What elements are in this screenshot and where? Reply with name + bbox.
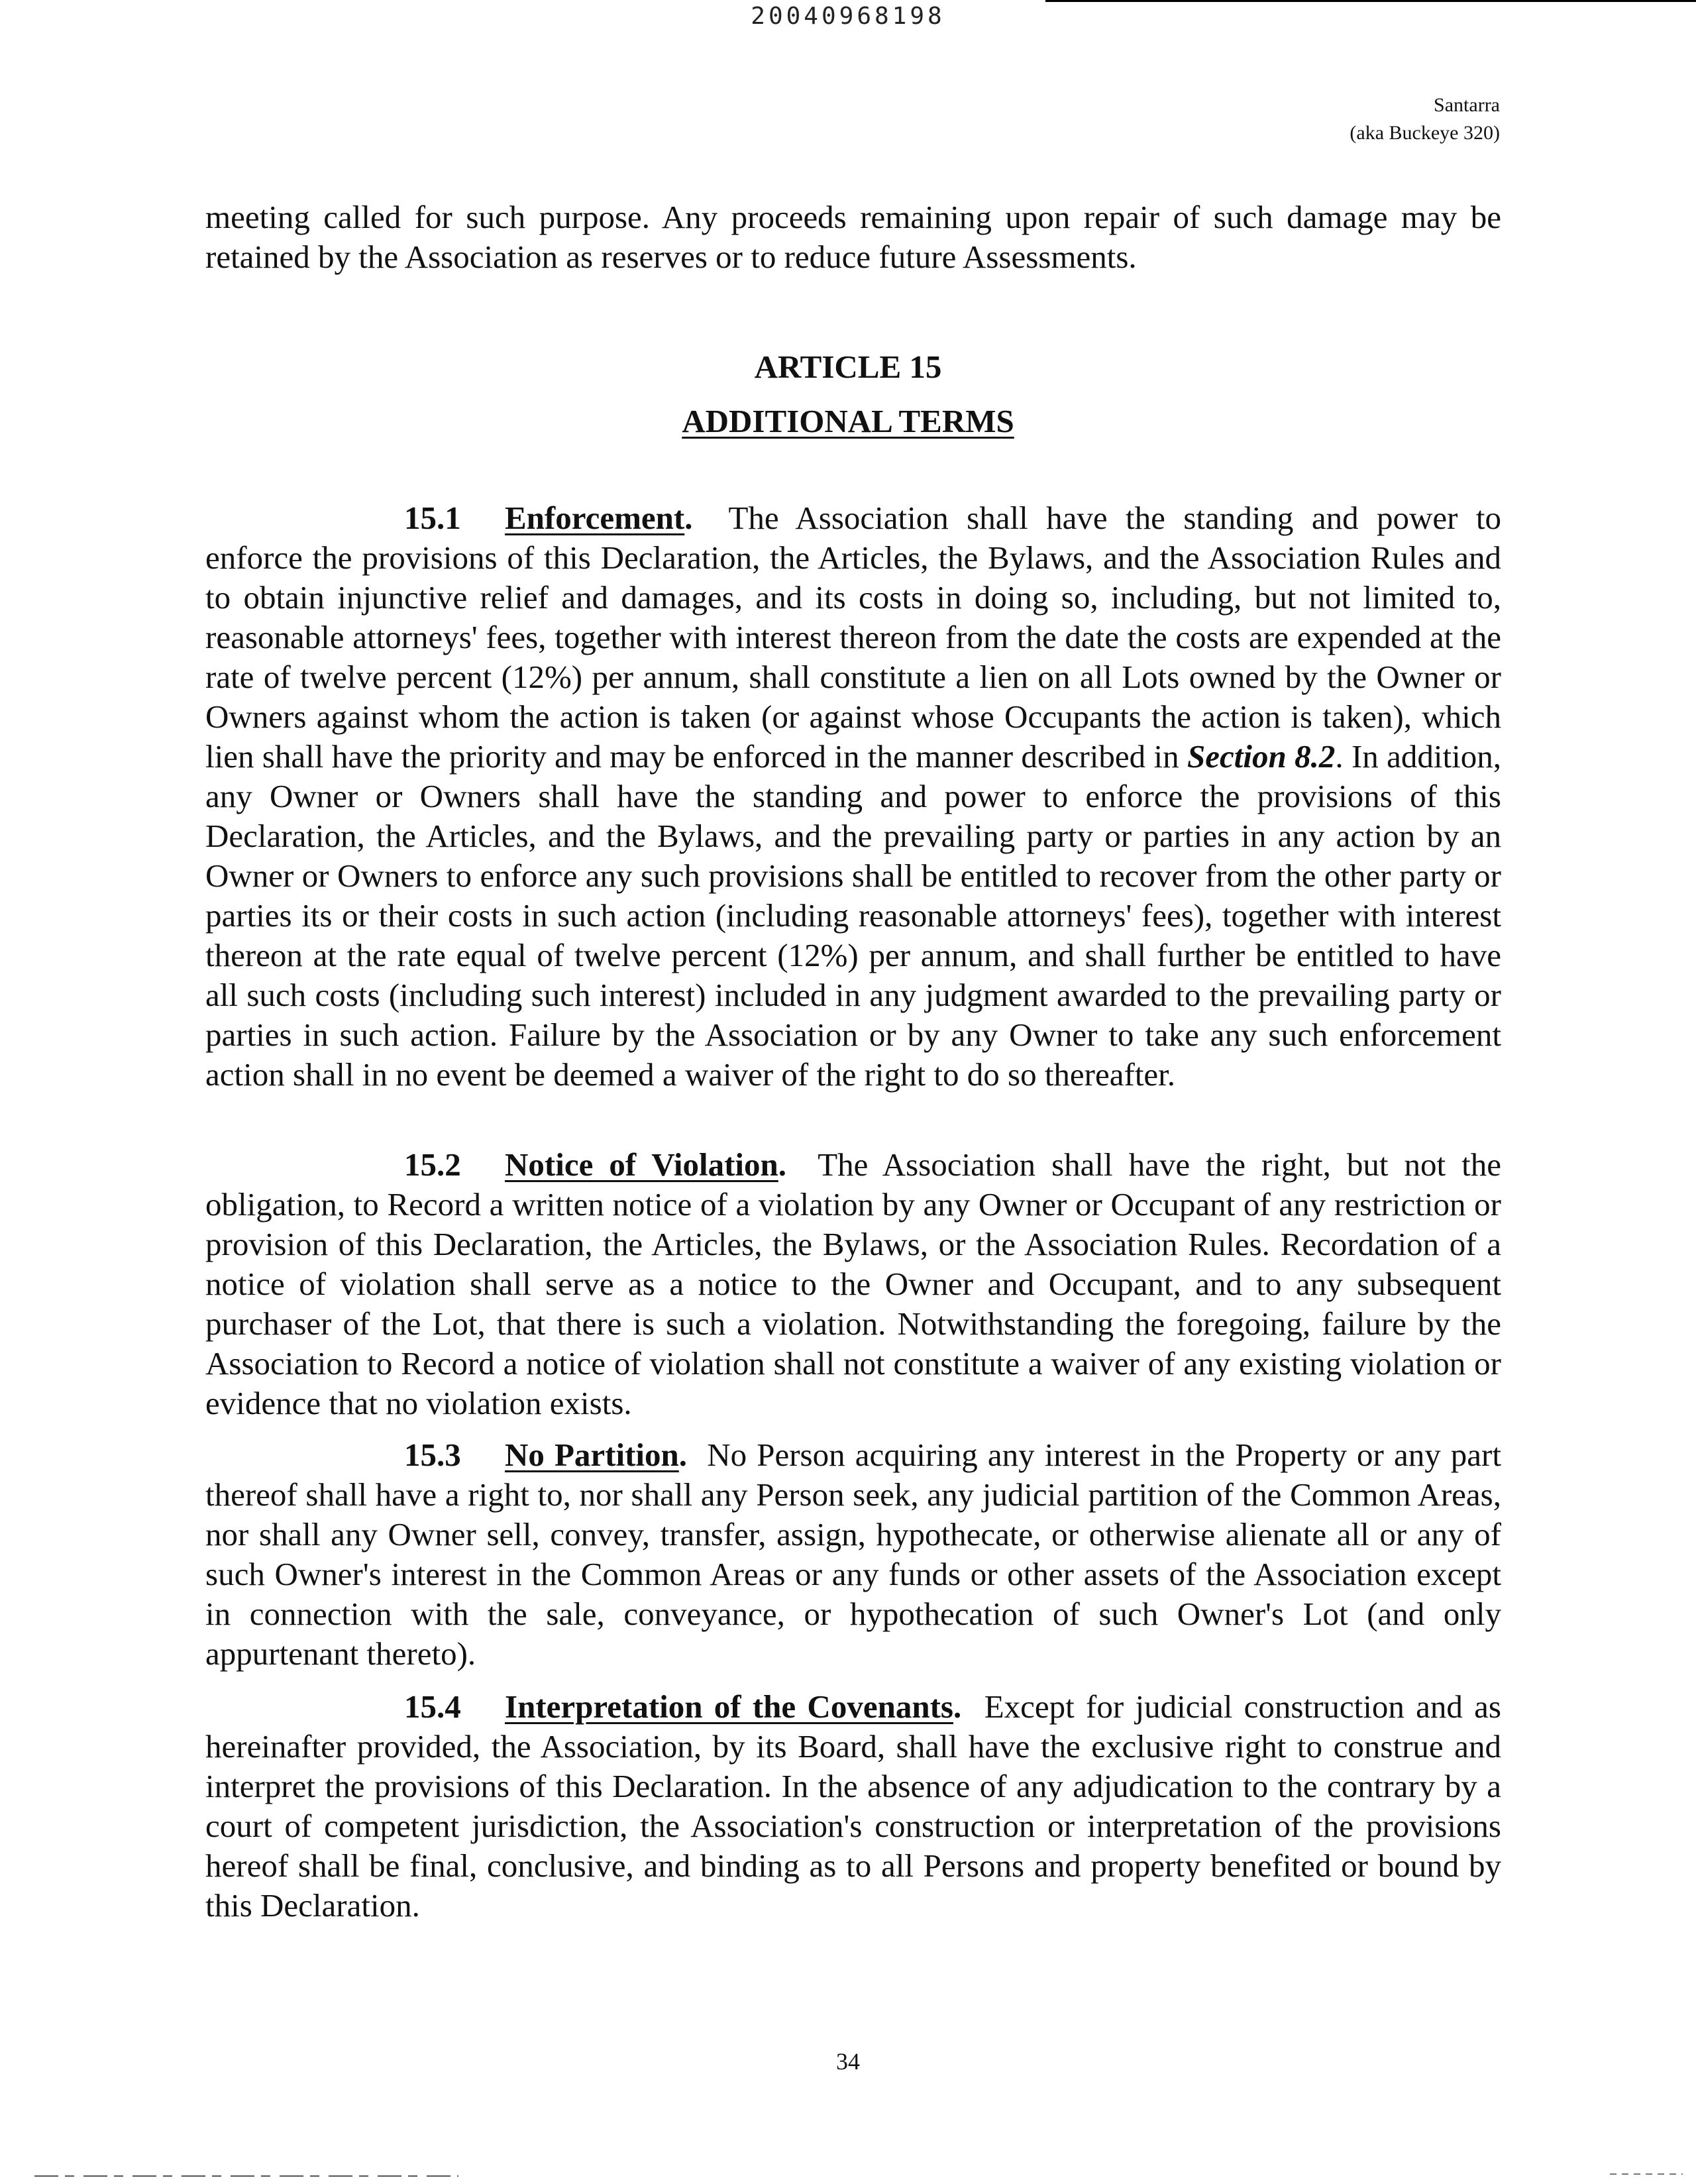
article-number: ARTICLE 15 bbox=[754, 349, 942, 385]
section-15-4: 15.4 Interpretation of the Covenants. Except for judicial construction and as hereinafter provided, the Association, by its Board, shall have the exclusive right to construe and interpret the provisions of this Declaration. In the absence of any adjudication to the contrary by a court of competent jurisdiction, the Association's construction or interpretation of the provisions hereof shall be final, conclusive, and binding as to all Persons and property benefited or bound by this Declaration. bbox=[205, 1688, 1501, 1924]
top-rule bbox=[1045, 0, 1696, 2]
section-text: The Association shall have the standing and power to enforce the provisions of this Declaration, the Articles, the Bylaws, and the Association Rules and to obtain injunctive relief and damages, and its costs in doing so, including, but not limited to, reasonable attorneys' fees, together with interest thereon from the date the costs are expended at the rate of twelve percent (12%) per annum, shall constitute a lien on all Lots owned by the Owner or Owners against whom the action is taken (or against whose Occupants the action is taken), which lien shall have the priority and may be enforced in the manner described in bbox=[205, 500, 1501, 775]
header-project-name: Santarra bbox=[1434, 94, 1500, 116]
section-text: Except for judicial construction and as hereinafter provided, the Association, by its Board, shall have the exclusive right to construe and interpret the provisions of this Declaration. In the absence of any adjudication to the contrary by a court of competent jurisdiction, the Association's construction or interpretation of the provisions hereof shall be final, conclusive, and binding as to all Persons and property benefited or bound by this Declaration. bbox=[205, 1688, 1501, 1924]
section-number: 15.3 bbox=[404, 1437, 461, 1473]
article-title bbox=[0, 402, 1696, 440]
section-number: 15.4 bbox=[404, 1688, 461, 1725]
article-title-text: ADDITIONAL TERMS bbox=[682, 403, 1014, 439]
section-heading: Notice of Violation bbox=[505, 1146, 778, 1183]
document-number: 20040968198 bbox=[751, 3, 945, 30]
header-project-aka: (aka Buckeye 320) bbox=[1350, 122, 1500, 144]
scan-artifact-line bbox=[34, 2175, 458, 2177]
section-heading: Enforcement bbox=[505, 500, 685, 536]
section-heading: Interpretation of the Covenants bbox=[505, 1688, 953, 1725]
scan-artifact-line bbox=[1610, 2173, 1683, 2175]
section-15-3: 15.3 No Partition. No Person acquiring any interest in the Property or any part thereof shall have a right to, nor shall any Person seek, any judicial partition of the Common Areas, nor shall any Owner sell, convey, transfer, assign, hypothecate, or otherwise alienate all or any of such Owner's interest in the Common Areas or any funds or other assets of the Association except in connection with the sale, conveyance, or hypothecation of such Owner's Lot (and only appurtenant thereto). bbox=[205, 1437, 1501, 1672]
page-number: 34 bbox=[836, 2048, 860, 2075]
section-text-continued: . In addition, any Owner or Owners shall have the standing and power to enforce the provisions of this Declaration, the Articles, and the Bylaws, and the prevailing party or parties in any action by an Owner or Owners to enforce any such provisions shall be entitled to recover from the other party or parties its or their costs in such action (including reasonable attorneys' fees), together with interest thereon at the rate equal of twelve percent (12%) per annum, and shall further be entitled to have all such costs (including such interest) included in any judgment awarded to the prevailing party or parties in such action. Failure by the Association or by any Owner to take any such enforcement action shall in no event be deemed a waiver of the right to do so thereafter. bbox=[205, 738, 1501, 1093]
section-15-1: 15.1 Enforcement. The Association shall have the standing and power to enforce the provisions of this Declaration, the Articles, the Bylaws, and the Association Rules and to obtain injunctive relief and damages, and its costs in doing so, including, but not limited to, reasonable attorneys' fees, together with interest thereon from the date the costs are expended at the rate of twelve percent (12%) per annum, shall constitute a lien on all Lots owned by the Owner or Owners against whom the action is taken (or against whose Occupants the action is taken), which lien shall have the priority and may be enforced in the manner described in Section 8.2. In addition, any Owner or Owners shall have the standing and power to enforce the provisions of this Declaration, the Articles, and the Bylaws, and the prevailing party or parties in any action by an Owner or Owners to enforce any such provisions shall be entitled to recover from the other party or parties its or their costs in such action (including reasonable attorneys' fees), together with interest thereon at the rate equal of twelve percent (12%) per annum, and shall further be entitled to have all such costs (including such interest) included in any judgment awarded to the prevailing party or parties in such action. Failure by the Association or by any Owner to take any such enforcement action shall in no event be deemed a waiver of the right to do so thereafter. bbox=[205, 500, 1501, 1093]
section-reference-number: 8.2 bbox=[1295, 738, 1336, 775]
running-header bbox=[1350, 91, 1500, 147]
section-text: The Association shall have the right, but not the obligation, to Record a written notice of a violation by any Owner or Occupant of any restriction or provision of this Declaration, the Articles, the Bylaws, or the Association Rules. Recordation of a notice of violation shall serve as a notice to the Owner and Occupant, and to any subsequent purchaser of the Lot, that there is such a violation. Notwithstanding the foregoing, failure by the Association to Record a notice of violation shall not constitute a waiver of any existing violation or evidence that no violation exists. bbox=[205, 1146, 1501, 1421]
section-number: 15.2 bbox=[404, 1146, 461, 1183]
section-text: No Person acquiring any interest in the Property or any part thereof shall have a right to, nor shall any Person seek, any judicial partition of the Common Areas, nor shall any Owner sell, convey, transfer, assign, hypothecate, or otherwise alienate all or any of such Owner's interest in the Common Areas or any funds or other assets of the Association except in connection with the sale, conveyance, or hypothecation of such Owner's Lot (and only appurtenant thereto). bbox=[205, 1437, 1501, 1672]
section-number: 15.1 bbox=[404, 500, 461, 536]
intro-paragraph: meeting called for such purpose. Any proceeds remaining upon repair of such damage may be retained by the Association as reserves or to reduce future Assessments. bbox=[205, 199, 1501, 275]
section-reference-word: Section bbox=[1187, 738, 1287, 775]
section-heading: No Partition bbox=[505, 1437, 679, 1473]
section-15-2: 15.2 Notice of Violation. The Association shall have the right, but not the obligation, to Record a written notice of a violation by any Owner or Occupant of any restriction or provision of this Declaration, the Articles, the Bylaws, or the Association Rules. Recordation of a notice of violation shall serve as a notice to the Owner and Occupant, and to any subsequent purchaser of the Lot, that there is such a violation. Notwithstanding the foregoing, failure by the Association to Record a notice of violation shall not constitute a waiver of any existing violation or evidence that no violation exists. bbox=[205, 1146, 1501, 1421]
